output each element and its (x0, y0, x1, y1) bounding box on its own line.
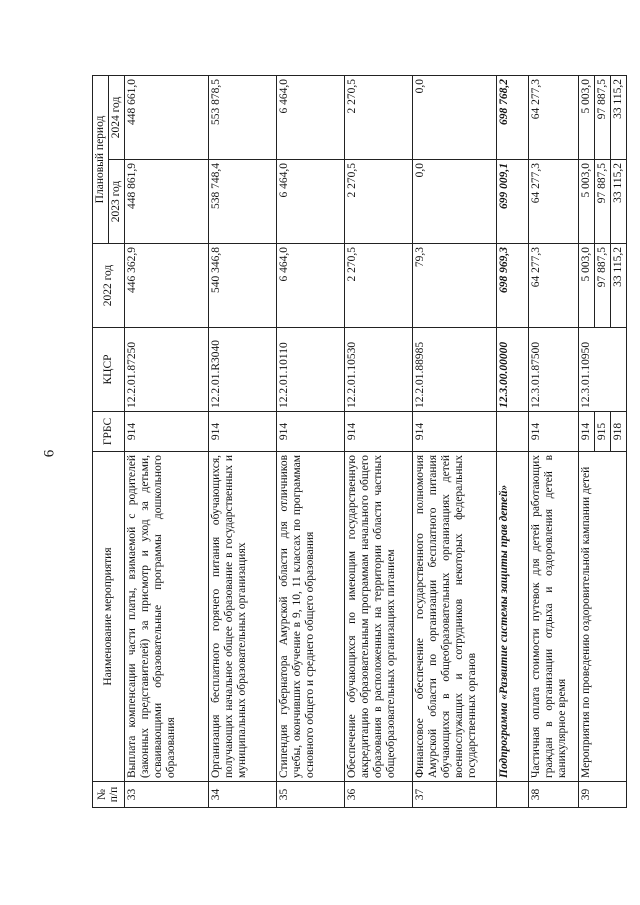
row-grbs: 914 (578, 412, 594, 452)
row-2023: 97 887,5 (594, 160, 610, 244)
row-2024: 97 887,5 (594, 75, 610, 159)
table-row (412, 75, 496, 807)
row-num: 35 (276, 782, 344, 808)
col-2024-header: 2024 год (108, 75, 124, 159)
subprogram-grbs (496, 412, 528, 452)
row-2022: 446 362,9 (124, 244, 208, 328)
row-grbs: 914 (276, 412, 344, 452)
row-name: Выплата компенсации части платы, взимаемой с родителей (законных представителей) за присмотр и уход за детьми, осваивающими образовательные программы дошкольного образования (124, 452, 208, 782)
row-2023: 448 861,9 (124, 160, 208, 244)
row-num: 39 (578, 782, 626, 808)
row-num: 34 (208, 782, 276, 808)
row-2023: 538 748,4 (208, 160, 276, 244)
subprogram-row (496, 75, 528, 807)
row-2024: 5 003,0 (578, 75, 594, 159)
row-grbs: 915 (594, 412, 610, 452)
row-2023: 6 464,0 (276, 160, 344, 244)
row-kcsr: 12.2.01.87250 (124, 328, 208, 412)
subprogram-2024: 698 768,2 (496, 75, 528, 159)
row-2023: 33 115,2 (610, 160, 626, 244)
row-num: 37 (412, 782, 496, 808)
row-2023: 2 270,5 (344, 160, 412, 244)
row-kcsr: 12.2.01.10530 (344, 328, 412, 412)
page-number: 6 (41, 449, 58, 458)
budget-table (92, 75, 627, 808)
row-num: 36 (344, 782, 412, 808)
subprogram-kcsr: 12.3.00.00000 (496, 328, 528, 412)
row-2022: 6 464,0 (276, 244, 344, 328)
row-2024: 0,0 (412, 75, 496, 159)
row-name: Обеспечение обучающихся по имеющим государственную аккредитацию образовательным программам начального общего образования в расположенных на территории области частных общеобразовательных организациях питанием (344, 452, 412, 782)
row-2024: 553 878,5 (208, 75, 276, 159)
header-row (93, 75, 109, 807)
row-num: 33 (124, 782, 208, 808)
row-2022: 2 270,5 (344, 244, 412, 328)
col-kcsr-header: КЦСР (93, 328, 125, 412)
row-2024: 448 661,0 (124, 75, 208, 159)
subprogram-2023: 699 009,1 (496, 160, 528, 244)
row-kcsr: 12.3.01.10950 (578, 328, 626, 412)
subprogram-name: Подпрограмма «Развитие системы защиты прав детей» (496, 452, 528, 782)
row-kcsr: 12.3.01.87500 (528, 328, 578, 412)
table-row (276, 75, 344, 807)
row-grbs: 914 (412, 412, 496, 452)
col-num-header: № п/п (93, 782, 125, 808)
row-grbs: 914 (124, 412, 208, 452)
row-2024: 64 277,3 (528, 75, 578, 159)
row-2022: 5 003,0 (578, 244, 594, 328)
row-2022: 97 887,5 (594, 244, 610, 328)
table-row (344, 75, 412, 807)
row-2022: 79,3 (412, 244, 496, 328)
row-name: Организация бесплатного горячего питания обучающихся, получающих начальное общее образование в государственных и муниципальных образовательных организациях (208, 452, 276, 782)
table-row (208, 75, 276, 807)
row-2022: 33 115,2 (610, 244, 626, 328)
row-name: Частичная оплата стоимости путевок для детей работающих граждан в организации отдыха и оздоровления детей в каникулярное время (528, 452, 578, 782)
row-2024: 2 270,5 (344, 75, 412, 159)
col-2022-header: 2022 год (93, 244, 125, 328)
row-name: Стипендия губернатора Амурской области для отличников учебы, окончивших обучение в 9, 10, 11 классах по программам основного общего и среднего общего образования (276, 452, 344, 782)
subprogram-2022: 698 969,3 (496, 244, 528, 328)
table-row (578, 75, 594, 807)
row-grbs: 918 (610, 412, 626, 452)
table-row (124, 75, 208, 807)
row-kcsr: 12.2.01.10110 (276, 328, 344, 412)
row-2024: 33 115,2 (610, 75, 626, 159)
row-2023: 64 277,3 (528, 160, 578, 244)
row-name: Финансовое обеспечение государственного полномочия Амурской области по организации бесплатного питания обучающихся в общеобразовательных организациях детей военнослужащих и сотрудников некоторых федеральных государственных органов (412, 452, 496, 782)
row-2023: 5 003,0 (578, 160, 594, 244)
subprogram-num (496, 782, 528, 808)
row-grbs: 914 (528, 412, 578, 452)
row-name: Мероприятия по проведению оздоровительной кампании детей (578, 452, 626, 782)
row-num: 38 (528, 782, 578, 808)
row-2023: 0,0 (412, 160, 496, 244)
row-kcsr: 12.2.01.R3040 (208, 328, 276, 412)
rotated-table-wrapper (92, 76, 624, 808)
col-grbs-header: ГРБС (93, 412, 125, 452)
row-2022: 64 277,3 (528, 244, 578, 328)
col-plan-header: Плановый период (93, 75, 109, 243)
row-2022: 540 346,8 (208, 244, 276, 328)
table-row (528, 75, 578, 807)
row-kcsr: 12.2.01.88985 (412, 328, 496, 412)
col-name-header: Наименование мероприятия (93, 452, 125, 782)
row-2024: 6 464,0 (276, 75, 344, 159)
row-grbs: 914 (344, 412, 412, 452)
row-grbs: 914 (208, 412, 276, 452)
col-2023-header: 2023 год (108, 160, 124, 244)
